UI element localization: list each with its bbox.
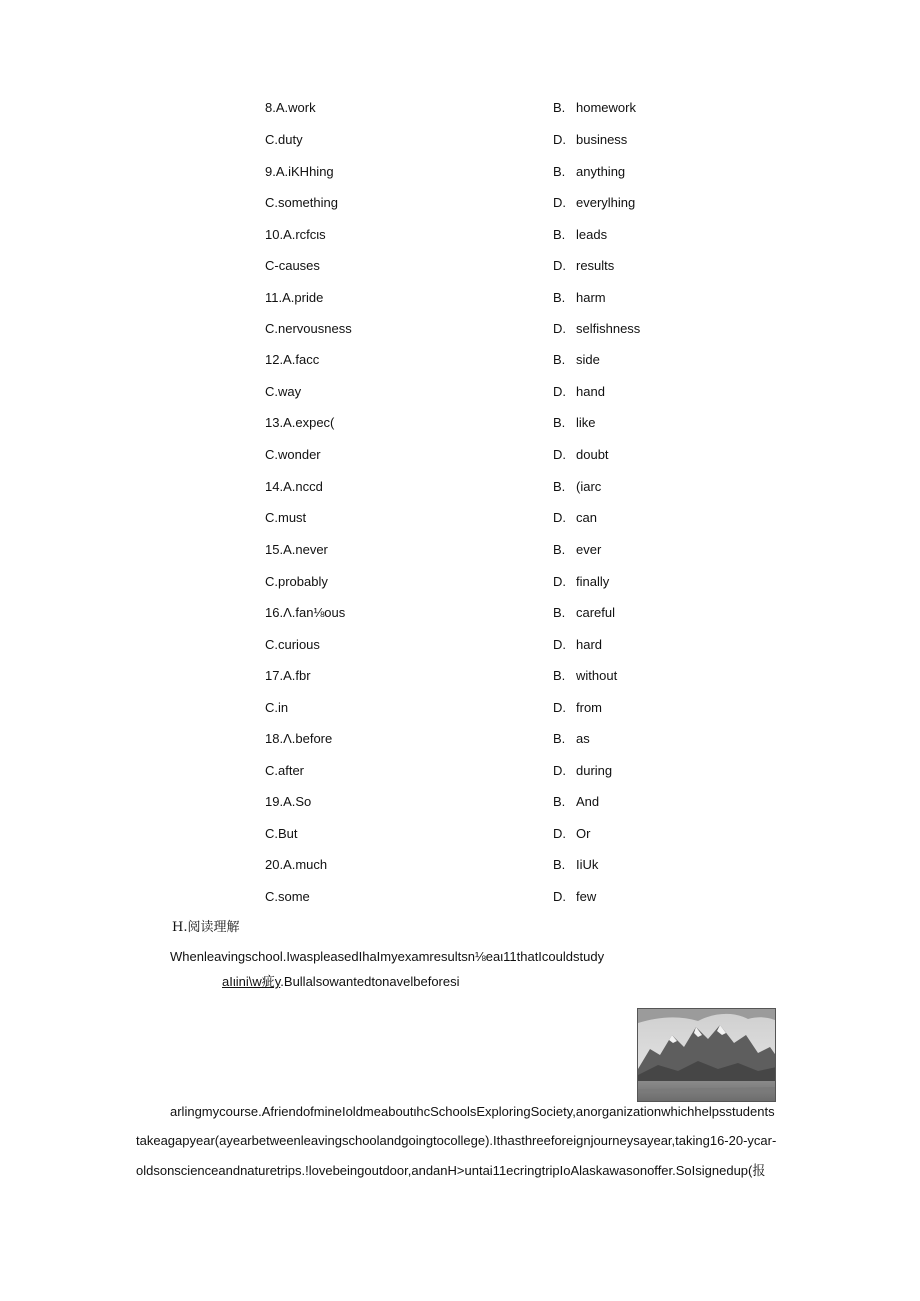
option-text: can: [576, 510, 597, 525]
option-row: [0, 761, 920, 781]
option-row: [0, 445, 920, 465]
option-left: C.must: [265, 510, 307, 525]
option-left: 13.A.expec(: [265, 415, 335, 430]
option-right: [553, 445, 609, 465]
option-right: [553, 887, 596, 907]
option-row: [0, 256, 920, 276]
option-left: 18.Λ.before: [265, 731, 333, 746]
option-text: finally: [576, 574, 610, 589]
option-left: C-causes: [265, 258, 320, 273]
option-row: [0, 855, 920, 875]
option-left: C.duty: [265, 132, 303, 147]
option-right: [553, 729, 590, 749]
option-left: C.some: [265, 889, 310, 904]
option-text: leads: [576, 227, 608, 242]
option-left: C.after: [265, 763, 305, 778]
option-row: [0, 193, 920, 213]
option-text: And: [576, 794, 600, 809]
option-left: C.something: [265, 195, 338, 210]
option-row: [0, 162, 920, 182]
option-left: 9.A.iKHhing: [265, 164, 334, 179]
option-text: results: [576, 258, 615, 273]
option-right: [553, 130, 627, 150]
option-right: [553, 508, 597, 528]
option-row: [0, 508, 920, 528]
option-letter: D.: [553, 763, 566, 778]
option-right: [553, 666, 617, 686]
option-right: [553, 855, 598, 875]
passage-line-5: oldsonscienceandnaturetrips.!lovebeingoutdoor,andanH>untai11ecringtripIoAlaskawasonoffer.SoIsignedup(报: [136, 1163, 766, 1178]
option-left: 16.Λ.fan⅛ous: [265, 605, 346, 620]
option-letter: D.: [553, 510, 566, 525]
option-text: ever: [576, 542, 602, 557]
passage-line-2: [222, 972, 460, 992]
option-text: everylhing: [576, 195, 636, 210]
option-text: side: [576, 352, 600, 367]
option-letter: D.: [553, 447, 566, 462]
option-text: hard: [576, 637, 603, 652]
option-row: [0, 477, 920, 497]
option-letter: D.: [553, 258, 566, 273]
option-letter: B.: [553, 290, 566, 305]
passage-line-4: takeagapyear(ayearbetweenleavingschoolandgoingtocollege).Ithasthreeforeignjourneysayear,taking16-20-ycar-: [136, 1133, 777, 1148]
option-right: [553, 824, 590, 844]
option-text: as: [576, 731, 590, 746]
option-text: careful: [576, 605, 616, 620]
passage-line-1: Whenleavingschool.IwaspleasedIhaImyexamresultsn⅛eaι11thatIcouldstudy: [170, 949, 605, 964]
option-row: [0, 225, 920, 245]
option-left: 11.A.pride: [265, 290, 324, 305]
option-text: harm: [576, 290, 606, 305]
passage-line-3: arlingmycourse.AfriendofmineIoldmeaboutιhcSchoolsExploringSociety,anorganizationwhichhelpsstudents: [170, 1104, 775, 1119]
option-right: [553, 225, 607, 245]
option-left: C.curious: [265, 637, 320, 652]
option-letter: B.: [553, 227, 566, 242]
option-text: doubt: [576, 447, 609, 462]
option-letter: D.: [553, 826, 566, 841]
option-right: [553, 319, 640, 339]
option-right: [553, 477, 601, 497]
option-letter: B.: [553, 794, 566, 809]
option-text: hand: [576, 384, 605, 399]
option-letter: B.: [553, 415, 566, 430]
option-row: [0, 603, 920, 623]
option-left: 15.A.never: [265, 542, 328, 557]
option-left: 19.A.So: [265, 794, 312, 809]
option-right: [553, 256, 614, 276]
option-text: selfishness: [576, 321, 641, 336]
option-row: [0, 572, 920, 592]
option-letter: B.: [553, 857, 566, 872]
option-letter: D.: [553, 195, 566, 210]
option-row: [0, 792, 920, 812]
option-left: 12.A.facc: [265, 352, 320, 367]
option-right: [553, 635, 602, 655]
option-letter: D.: [553, 384, 566, 399]
option-left: C.probably: [265, 574, 328, 589]
passage-line-2-rest: .Bullalsowantedtonavelbeforesi: [280, 974, 460, 989]
option-right: [553, 382, 605, 402]
option-text: from: [576, 700, 602, 715]
option-left: 8.A.work: [265, 100, 316, 115]
option-left: C.nervousness: [265, 321, 352, 336]
option-text: anything: [576, 164, 626, 179]
option-text: like: [576, 415, 596, 430]
option-right: [553, 572, 609, 592]
option-row: [0, 666, 920, 686]
option-row: [0, 698, 920, 718]
option-text: without: [576, 668, 618, 683]
option-row: [0, 130, 920, 150]
option-letter: B.: [553, 731, 566, 746]
option-row: [0, 824, 920, 844]
option-letter: D.: [553, 321, 566, 336]
option-left: 10.A.rcfcιs: [265, 227, 326, 242]
option-right: [553, 603, 615, 623]
option-left: 17.A.fbr: [265, 668, 311, 683]
option-letter: B.: [553, 542, 566, 557]
option-right: [553, 761, 612, 781]
option-right: [553, 413, 596, 433]
option-letter: D.: [553, 637, 566, 652]
option-left: 20.A.much: [265, 857, 328, 872]
option-right: [553, 162, 625, 182]
option-left: C.in: [265, 700, 289, 715]
option-row: [0, 350, 920, 370]
option-right: [553, 792, 599, 812]
option-letter: B.: [553, 352, 566, 367]
option-left: C.wonder: [265, 447, 321, 462]
option-row: [0, 413, 920, 433]
option-row: [0, 382, 920, 402]
section-heading: H.阅读理解: [172, 920, 240, 935]
option-right: [553, 98, 636, 118]
option-text: few: [576, 889, 597, 904]
option-letter: D.: [553, 889, 566, 904]
option-letter: B.: [553, 164, 566, 179]
option-right: [553, 698, 602, 718]
option-letter: B.: [553, 605, 566, 620]
option-text: business: [576, 132, 628, 147]
option-row: [0, 288, 920, 308]
option-row: [0, 729, 920, 749]
option-letter: B.: [553, 668, 566, 683]
passage-underlined-word: aIιini\w疵y: [222, 974, 281, 989]
option-letter: D.: [553, 132, 566, 147]
option-row: [0, 319, 920, 339]
option-right: [553, 193, 635, 213]
option-letter: D.: [553, 700, 566, 715]
option-left: C.way: [265, 384, 302, 399]
option-text: homework: [576, 100, 636, 115]
option-left: 14.A.nccd: [265, 479, 323, 494]
option-text: Or: [576, 826, 591, 841]
option-left: C.But: [265, 826, 298, 841]
option-right: [553, 540, 601, 560]
option-row: [0, 98, 920, 118]
option-row: [0, 540, 920, 560]
option-letter: B.: [553, 100, 566, 115]
option-text: IiUk: [576, 857, 599, 872]
option-right: [553, 288, 606, 308]
option-text: during: [576, 763, 613, 778]
option-text: (iarc: [576, 479, 602, 494]
option-letter: D.: [553, 574, 566, 589]
option-row: [0, 635, 920, 655]
option-letter: B.: [553, 479, 566, 494]
option-row: [0, 887, 920, 907]
mountain-photo: [637, 1008, 776, 1102]
option-right: [553, 350, 600, 370]
